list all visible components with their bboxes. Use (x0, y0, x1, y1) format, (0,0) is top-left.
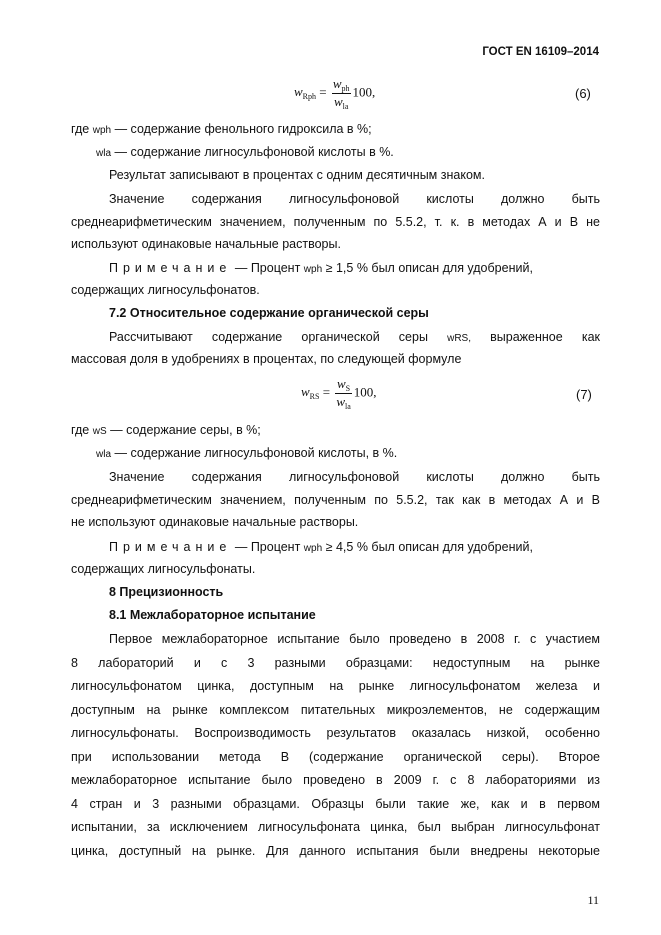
interlab-paragraph-line: 4 стран и 3 разными образцами. Образцы были такие же, как и в первом (71, 796, 600, 811)
formula-6-equals: = (319, 84, 327, 100)
interlab-paragraph-line: при использовании метода В (содержание органической серы). Второе (71, 749, 600, 764)
value-paragraph-2-line-1: Значение содержания лигносульфоновой кислоты должно быть (109, 470, 600, 484)
interlab-paragraph-line: цинка, доступный на рынке. Для данного испытания были внедрены некоторые (71, 843, 600, 858)
interlab-paragraph-line: испытании, за исключением лигносульфоната цинка, был выбран лигносульфонат (71, 820, 600, 834)
formula-7-number: (7) (576, 387, 592, 402)
formula-6-lhs: $w_{Rph}$ (294, 84, 317, 102)
note-1-line-2: содержащих лигносульфонатов. (71, 283, 260, 297)
formula-6-factor: 100, (352, 84, 376, 100)
interlab-paragraph-line: межлабораторное испытание было проведено в 2009 г. с 8 лабораториями из (71, 773, 600, 787)
formula-6-number: (6) (575, 86, 591, 101)
calc-paragraph-line-1: Рассчитывают содержание органической серы wRS, выраженное как (109, 330, 600, 344)
formula-7-fraction: $\frac{w_S}{w_{la}}$ (336, 376, 351, 411)
formula-6-fraction: $\frac{w_{ph}}{w_{la}}$ (332, 76, 350, 111)
section-7-2-heading: 7.2 Относительное содержание органической серы (109, 306, 429, 320)
interlab-paragraph-line: Первое межлабораторное испытание было проведено в 2008 г. с участием (109, 632, 600, 646)
result-paragraph: Результат записывают в процентах с одним десятичным знаком. (109, 168, 485, 182)
section-8-heading: 8 Прецизионность (109, 585, 224, 599)
where-6-line-1: где wph — содержание фенольного гидроксила в %; (71, 122, 372, 136)
formula-7-lhs: $w_{RS}$ (301, 384, 320, 402)
value-paragraph-2-line-2: среднеарифметическим значением, полученным по 5.5.2, так как в методах А и В (71, 493, 600, 507)
section-8-1-heading: 8.1 Межлабораторное испытание (109, 608, 316, 622)
value-paragraph-1-line-2: среднеарифметическим значением, полученным по 5.5.2, т. к. в методах А и В не (71, 215, 600, 229)
where-7-line-2: wla — содержание лигносульфоновой кислоты, в %. (96, 446, 398, 460)
where-7-line-1: где wS — содержание серы, в %; (71, 423, 261, 437)
interlab-paragraph-line: лигносульфонаты. Воспроизводимость результатов оказалась низкой, особенно (71, 726, 600, 740)
formula-7 (301, 376, 377, 411)
page-number: 11 (587, 893, 599, 907)
note-2-line-2: содержащих лигносульфонаты. (71, 562, 256, 576)
interlab-paragraph-line: лигносульфонатом цинка, доступным на рынке лигносульфонатом железа и (71, 679, 600, 693)
formula-6 (294, 76, 375, 111)
value-paragraph-1-line-1: Значение содержания лигносульфоновой кислоты должно быть (109, 192, 600, 206)
formula-7-equals: = (322, 384, 331, 400)
interlab-paragraph-line: 8 лабораторий и с 3 разными образцами: недоступным на рынке (71, 655, 600, 670)
value-paragraph-1-line-3: используют одинаковые начальные растворы. (71, 237, 341, 251)
value-paragraph-2-line-3: не используют одинаковые начальные растворы. (71, 515, 359, 529)
interlab-paragraph-line: доступным на рынке комплексом питательных микроэлементов, не содержащим (71, 702, 600, 717)
document-header: ГОСТ EN 16109–2014 (482, 46, 599, 58)
note-1-line-1: Примечание — Процент wph ≥ 1,5 % был описан для удобрений, (109, 261, 533, 275)
where-6-line-2: wla — содержание лигносульфоновой кислоты в %. (96, 145, 394, 159)
formula-7-factor: 100, (353, 384, 377, 400)
note-2-line-1: Примечание — Процент wph ≥ 4,5 % был описан для удобрений, (109, 540, 533, 554)
calc-paragraph-line-2: массовая доля в удобрениях в процентах, по следующей формуле (71, 352, 462, 366)
